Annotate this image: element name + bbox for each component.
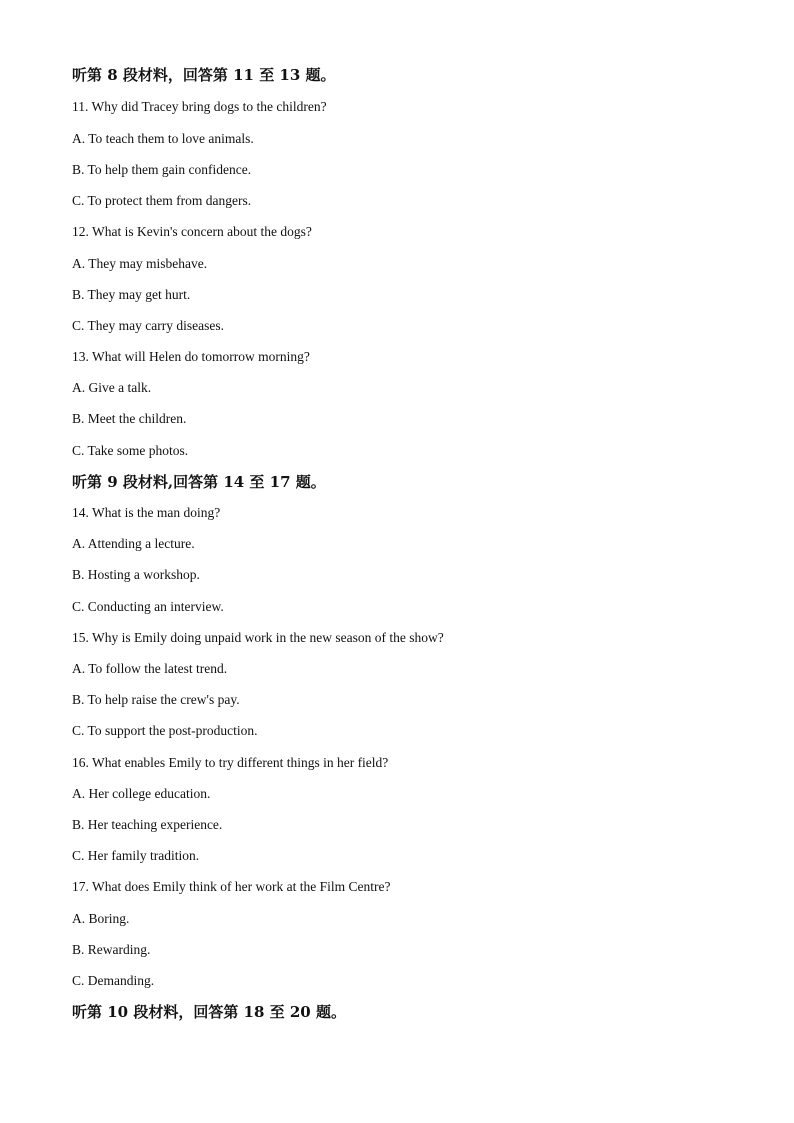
section-heading: 听第 10 段材料，回答第 18 至 20 题。 [72, 1003, 346, 1021]
answer-option: B. Rewarding. [72, 942, 151, 957]
answer-option: C. To support the post-production. [72, 723, 258, 738]
section-heading: 听第 9 段材料,回答第 14 至 17 题。 [72, 473, 326, 491]
question-stem: 17. What does Emily think of her work at the Film Centre? [72, 879, 391, 894]
question-stem: 11. Why did Tracey bring dogs to the children? [72, 99, 327, 114]
answer-option: B. Meet the children. [72, 411, 187, 426]
question-stem: 15. Why is Emily doing unpaid work in the new season of the show? [72, 630, 444, 645]
answer-option: A. Boring. [72, 911, 130, 926]
answer-option: A. They may misbehave. [72, 256, 208, 271]
answer-option: C. They may carry diseases. [72, 318, 224, 333]
question-stem: 13. What will Helen do tomorrow morning? [72, 349, 310, 364]
answer-option: C. To protect them from dangers. [72, 193, 252, 208]
answer-option: A. To teach them to love animals. [72, 131, 254, 146]
answer-option: A. To follow the latest trend. [72, 661, 228, 676]
answer-option: C. Demanding. [72, 973, 155, 988]
answer-option: B. Her teaching experience. [72, 817, 223, 832]
answer-option: C. Take some photos. [72, 443, 189, 458]
answer-option: C. Conducting an interview. [72, 599, 224, 614]
question-stem: 16. What enables Emily to try different things in her field? [72, 755, 389, 770]
answer-option: A. Attending a lecture. [72, 536, 195, 551]
answer-option: A. Give a talk. [72, 380, 152, 395]
answer-option: B. To help raise the crew's pay. [72, 692, 240, 707]
answer-option: B. To help them gain confidence. [72, 162, 252, 177]
question-stem: 12. What is Kevin's concern about the dogs? [72, 224, 312, 239]
answer-option: C. Her family tradition. [72, 848, 200, 863]
question-stem: 14. What is the man doing? [72, 505, 221, 520]
answer-option: B. They may get hurt. [72, 287, 191, 302]
answer-option: A. Her college education. [72, 786, 211, 801]
answer-option: B. Hosting a workshop. [72, 567, 200, 582]
section-heading: 听第 8 段材料，回答第 11 至 13 题。 [72, 66, 336, 84]
